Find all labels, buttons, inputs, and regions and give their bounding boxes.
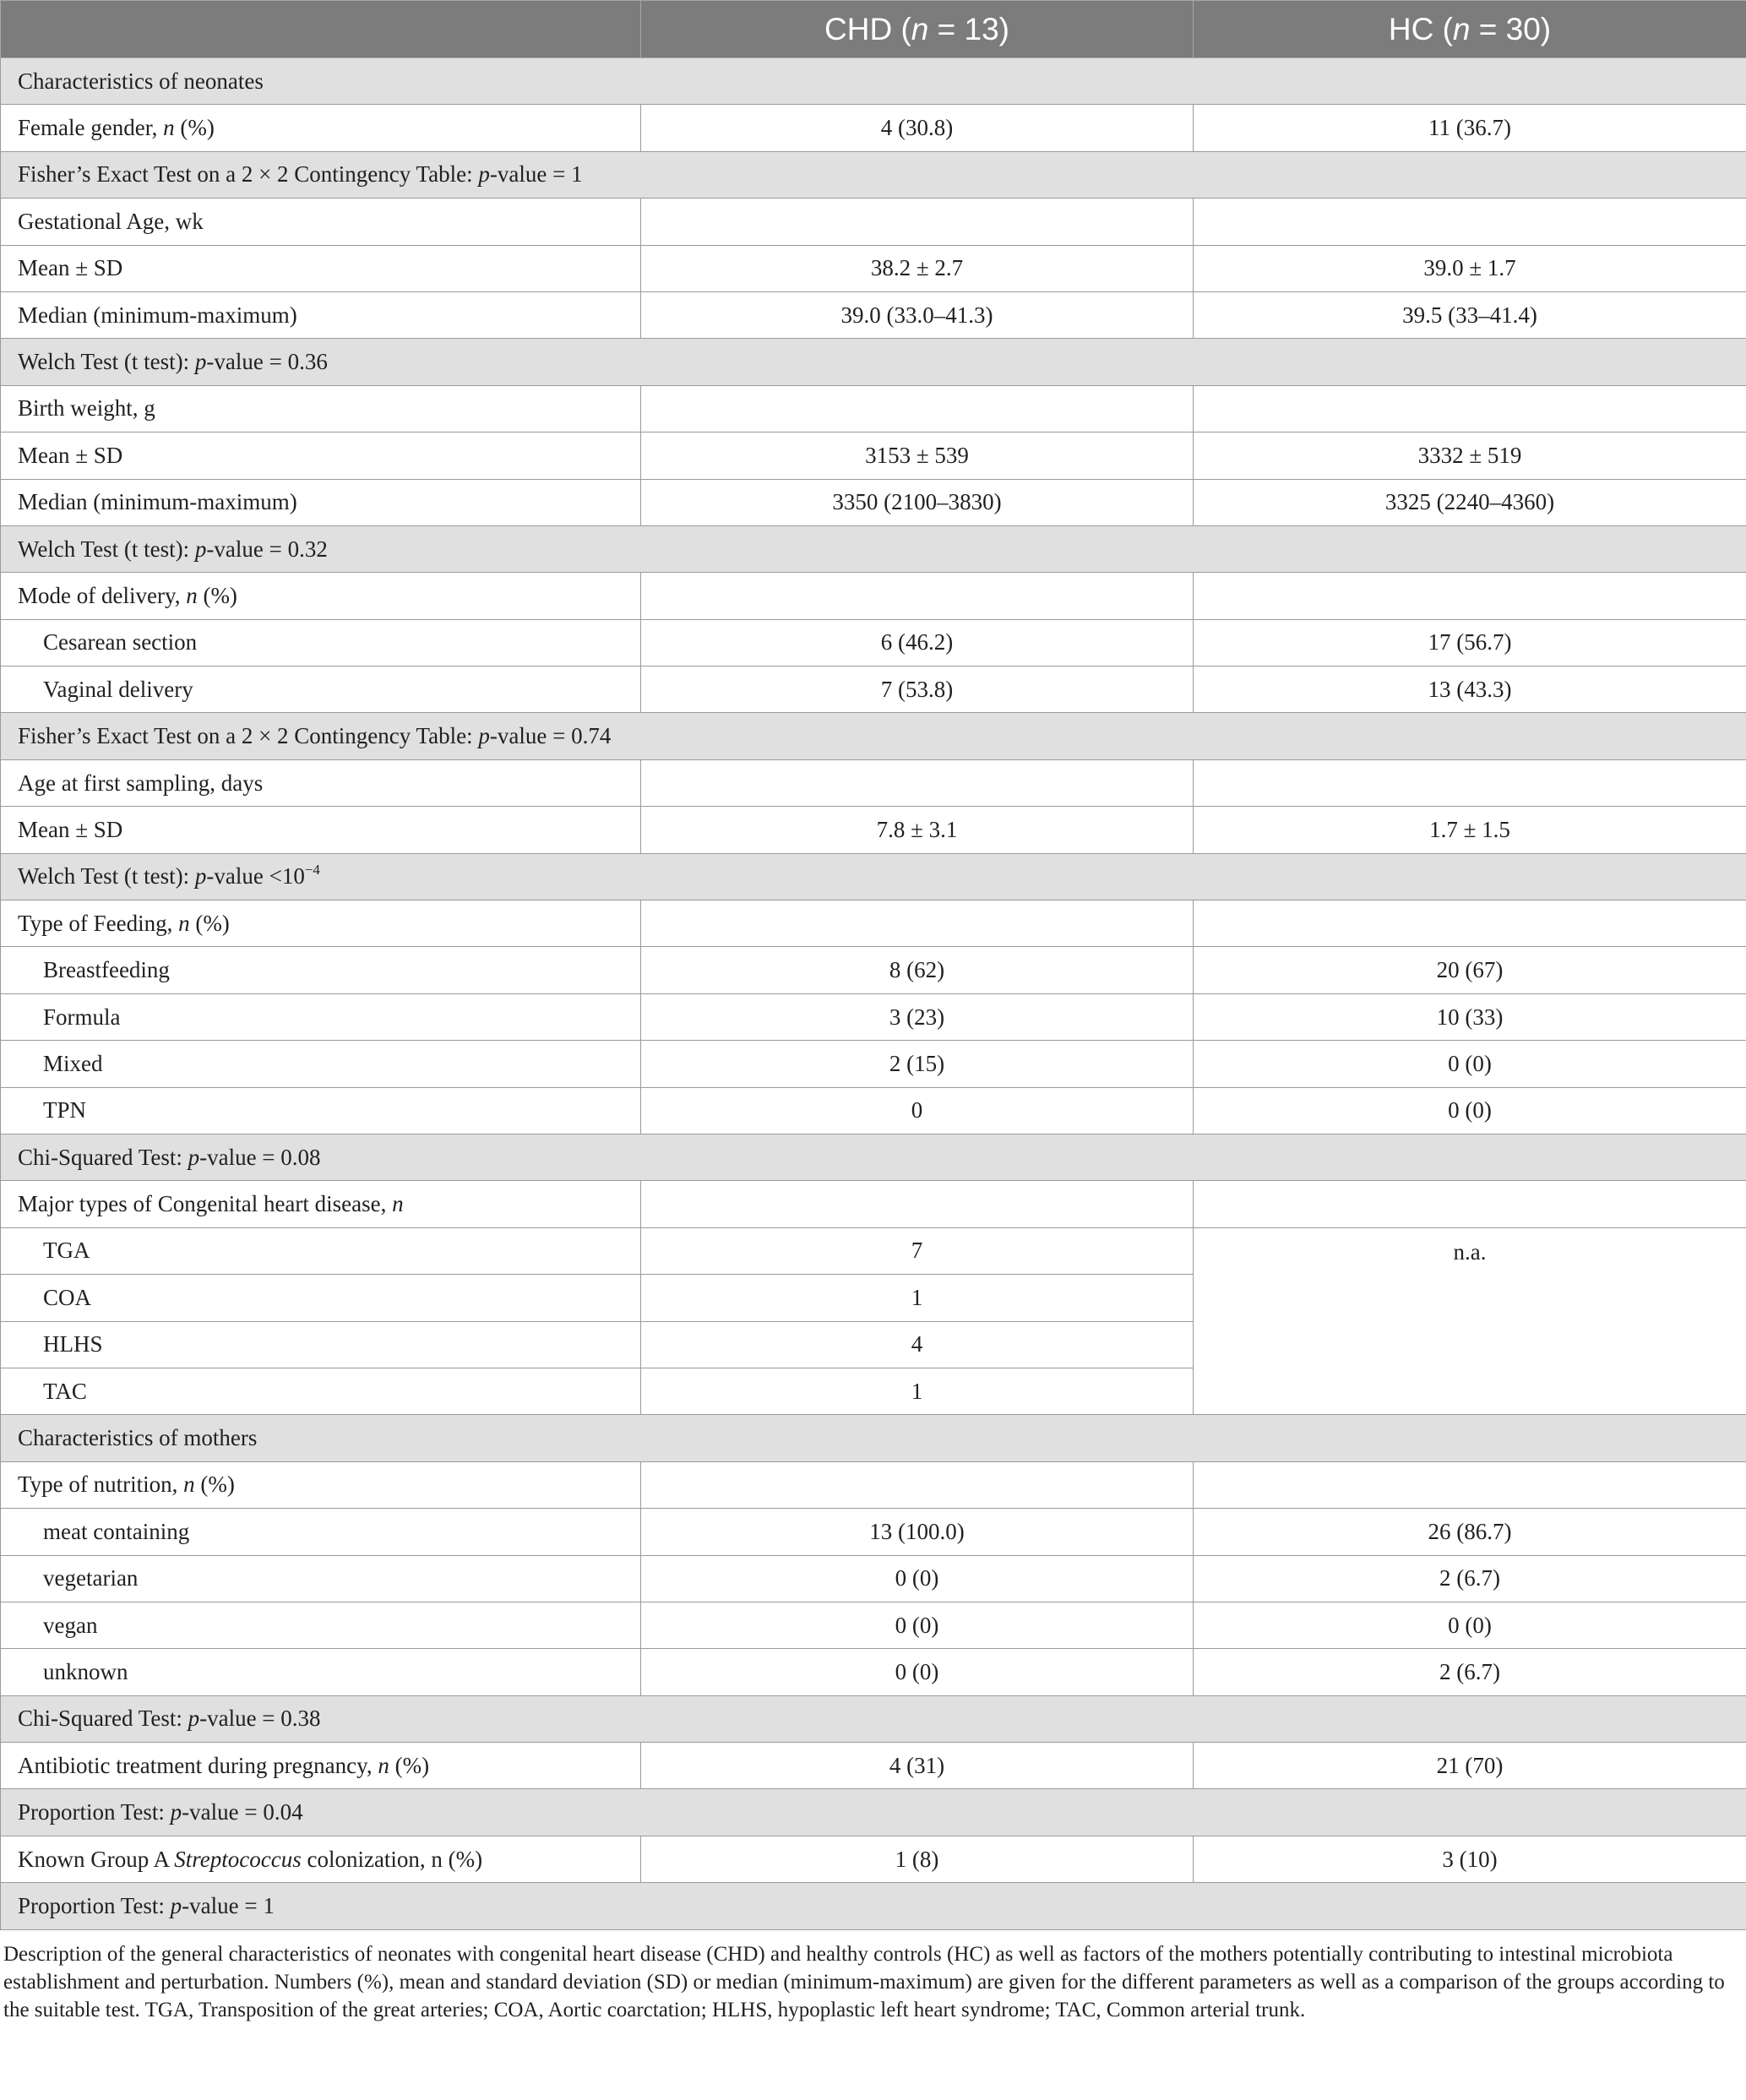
table-row bbox=[1, 1227, 1746, 1274]
chd-value: 8 (62) bbox=[641, 947, 1194, 993]
row-label: Gestational Age, wk bbox=[1, 199, 641, 245]
test-row bbox=[1, 525, 1746, 572]
table-row bbox=[1, 1649, 1746, 1695]
row-label: Age at first sampling, days bbox=[1, 759, 641, 806]
hc-value bbox=[1194, 573, 1746, 619]
hc-value: 0 (0) bbox=[1194, 1602, 1746, 1648]
header-hc: HC (n = 30) bbox=[1194, 1, 1746, 58]
table-row bbox=[1, 1087, 1746, 1134]
hc-value: 13 (43.3) bbox=[1194, 666, 1746, 713]
chd-value: 3350 (2100–3830) bbox=[641, 479, 1194, 525]
hc-value bbox=[1194, 1181, 1746, 1227]
chd-value: 1 bbox=[641, 1275, 1194, 1321]
chd-value: 3 (23) bbox=[641, 993, 1194, 1040]
table-row bbox=[1, 1836, 1746, 1882]
row-label: Type of Feeding, n (%) bbox=[1, 900, 641, 947]
table-row bbox=[1, 1555, 1746, 1602]
table-caption: Description of the general characteristics of neonates with congenital heart disease (CHD) and healthy controls (HC) as well as factors of the mothers potentially contributing to intestinal microbiota establishment and perturbation. Numbers (%), mean and standard deviation (SD) or median (minimum-maximum) are given for the different parameters as well as a comparison of the groups according to the suitable test. TGA, Transposition of the great arteries; COA, Aortic coarctation; HLHS, hypoplastic left heart syndrome; TAC, Common arterial trunk. bbox=[3, 1942, 1725, 2021]
row-label: Type of nutrition, n (%) bbox=[1, 1461, 641, 1508]
row-label: Female gender, n (%) bbox=[1, 105, 641, 151]
table-row bbox=[1, 807, 1746, 853]
row-label: Median (minimum-maximum) bbox=[1, 479, 641, 525]
chd-value bbox=[641, 1181, 1194, 1227]
hc-value: 39.5 (33–41.4) bbox=[1194, 291, 1746, 338]
table-row bbox=[1, 479, 1746, 525]
hc-value: 17 (56.7) bbox=[1194, 619, 1746, 666]
section-title: Characteristics of neonates bbox=[1, 58, 1746, 105]
row-label: Mean ± SD bbox=[1, 433, 641, 479]
hc-value: 3325 (2240–4360) bbox=[1194, 479, 1746, 525]
chd-value: 3153 ± 539 bbox=[641, 433, 1194, 479]
table-row bbox=[1, 759, 1746, 806]
chd-value: 4 (31) bbox=[641, 1743, 1194, 1789]
table-row bbox=[1, 385, 1746, 432]
hc-value: 10 (33) bbox=[1194, 993, 1746, 1040]
section-title: Characteristics of mothers bbox=[1, 1415, 1746, 1461]
table-row bbox=[1, 291, 1746, 338]
test-row bbox=[1, 713, 1746, 759]
chd-value: 13 (100.0) bbox=[641, 1509, 1194, 1555]
test-row bbox=[1, 853, 1746, 900]
table-row bbox=[1, 900, 1746, 947]
hc-value bbox=[1194, 199, 1746, 245]
header-row bbox=[1, 1, 1746, 58]
chd-value: 0 bbox=[641, 1087, 1194, 1134]
chd-value: 6 (46.2) bbox=[641, 619, 1194, 666]
row-label: Mode of delivery, n (%) bbox=[1, 573, 641, 619]
row-label: Formula bbox=[1, 993, 641, 1040]
table-row bbox=[1, 1602, 1746, 1648]
table-row bbox=[1, 1461, 1746, 1508]
chd-value: 38.2 ± 2.7 bbox=[641, 245, 1194, 291]
row-label: Birth weight, g bbox=[1, 385, 641, 432]
hc-value: 26 (86.7) bbox=[1194, 1509, 1746, 1555]
test-label: Welch Test (t test): p-value = 0.32 bbox=[1, 525, 1746, 572]
table-row bbox=[1, 947, 1746, 993]
hc-value: 2 (6.7) bbox=[1194, 1649, 1746, 1695]
chd-value bbox=[641, 385, 1194, 432]
table-row bbox=[1, 199, 1746, 245]
row-label: Mean ± SD bbox=[1, 245, 641, 291]
hc-value: 3 (10) bbox=[1194, 1836, 1746, 1882]
test-label: Chi-Squared Test: p-value = 0.38 bbox=[1, 1695, 1746, 1742]
row-label: TAC bbox=[1, 1368, 641, 1414]
table-row bbox=[1, 245, 1746, 291]
row-label: HLHS bbox=[1, 1321, 641, 1368]
header-chd: CHD (n = 13) bbox=[641, 1, 1194, 58]
row-label: Cesarean section bbox=[1, 619, 641, 666]
table-row bbox=[1, 666, 1746, 713]
table-row bbox=[1, 105, 1746, 151]
chd-value: 4 bbox=[641, 1321, 1194, 1368]
hc-value bbox=[1194, 759, 1746, 806]
chd-value bbox=[641, 573, 1194, 619]
table-row bbox=[1, 433, 1746, 479]
table-row bbox=[1, 1041, 1746, 1087]
chd-value: 0 (0) bbox=[641, 1555, 1194, 1602]
row-label: TPN bbox=[1, 1087, 641, 1134]
hc-value: 39.0 ± 1.7 bbox=[1194, 245, 1746, 291]
hc-value: 21 (70) bbox=[1194, 1743, 1746, 1789]
row-label: unknown bbox=[1, 1649, 641, 1695]
row-label: Median (minimum-maximum) bbox=[1, 291, 641, 338]
row-label: Breastfeeding bbox=[1, 947, 641, 993]
hc-value: 1.7 ± 1.5 bbox=[1194, 807, 1746, 853]
table-row bbox=[1, 1743, 1746, 1789]
row-label: vegetarian bbox=[1, 1555, 641, 1602]
test-row bbox=[1, 1695, 1746, 1742]
hc-value bbox=[1194, 385, 1746, 432]
section-row-mothers bbox=[1, 1415, 1746, 1461]
row-label: meat containing bbox=[1, 1509, 641, 1555]
row-label: Antibiotic treatment during pregnancy, n (%) bbox=[1, 1743, 641, 1789]
test-row bbox=[1, 1134, 1746, 1180]
chd-value bbox=[641, 900, 1194, 947]
hc-value: 0 (0) bbox=[1194, 1041, 1746, 1087]
chd-value: 7 bbox=[641, 1227, 1194, 1274]
test-label: Welch Test (t test): p-value $<10^{-4}$ bbox=[1, 853, 1746, 900]
chd-value bbox=[641, 1461, 1194, 1508]
chd-value: 7 (53.8) bbox=[641, 666, 1194, 713]
header-empty-cell bbox=[1, 1, 641, 58]
chd-value: 4 (30.8) bbox=[641, 105, 1194, 151]
table-row bbox=[1, 1509, 1746, 1555]
hc-value bbox=[1194, 900, 1746, 947]
test-label: Chi-Squared Test: p-value = 0.08 bbox=[1, 1134, 1746, 1180]
test-label: Fisher’s Exact Test on a 2 × 2 Contingency Table: p-value = 0.74 bbox=[1, 713, 1746, 759]
hc-value: 3332 ± 519 bbox=[1194, 433, 1746, 479]
chd-value: 0 (0) bbox=[641, 1602, 1194, 1648]
hc-value: 2 (6.7) bbox=[1194, 1555, 1746, 1602]
row-label: Mean ± SD bbox=[1, 807, 641, 853]
test-label: Proportion Test: p-value = 0.04 bbox=[1, 1789, 1746, 1836]
row-label: Known Group A Streptococcus colonization, n (%) bbox=[1, 1836, 641, 1882]
test-label: Proportion Test: p-value = 1 bbox=[1, 1883, 1746, 1929]
test-row bbox=[1, 1883, 1746, 1929]
row-label: Mixed bbox=[1, 1041, 641, 1087]
table-row bbox=[1, 619, 1746, 666]
test-label: Fisher’s Exact Test on a 2 × 2 Contingency Table: p-value = 1 bbox=[1, 151, 1746, 198]
chd-value: 39.0 (33.0–41.3) bbox=[641, 291, 1194, 338]
test-row bbox=[1, 151, 1746, 198]
chd-value: 2 (15) bbox=[641, 1041, 1194, 1087]
table-row bbox=[1, 993, 1746, 1040]
chd-value: 1 (8) bbox=[641, 1836, 1194, 1882]
hc-value: 0 (0) bbox=[1194, 1087, 1746, 1134]
test-label: Welch Test (t test): p-value = 0.36 bbox=[1, 339, 1746, 385]
chd-value bbox=[641, 759, 1194, 806]
row-label: Major types of Congenital heart disease, n bbox=[1, 1181, 641, 1227]
hc-not-applicable: n.a. bbox=[1194, 1227, 1746, 1415]
chd-value: 1 bbox=[641, 1368, 1194, 1414]
chd-value: 7.8 ± 3.1 bbox=[641, 807, 1194, 853]
row-label: TGA bbox=[1, 1227, 641, 1274]
test-row bbox=[1, 339, 1746, 385]
row-label: Vaginal delivery bbox=[1, 666, 641, 713]
section-row-neonates bbox=[1, 58, 1746, 105]
hc-value: 11 (36.7) bbox=[1194, 105, 1746, 151]
table-row bbox=[1, 1181, 1746, 1227]
chd-value: 0 (0) bbox=[641, 1649, 1194, 1695]
chd-value bbox=[641, 199, 1194, 245]
hc-value bbox=[1194, 1461, 1746, 1508]
row-label: COA bbox=[1, 1275, 641, 1321]
hc-value: 20 (67) bbox=[1194, 947, 1746, 993]
table-row bbox=[1, 573, 1746, 619]
test-row bbox=[1, 1789, 1746, 1836]
row-label: vegan bbox=[1, 1602, 641, 1648]
